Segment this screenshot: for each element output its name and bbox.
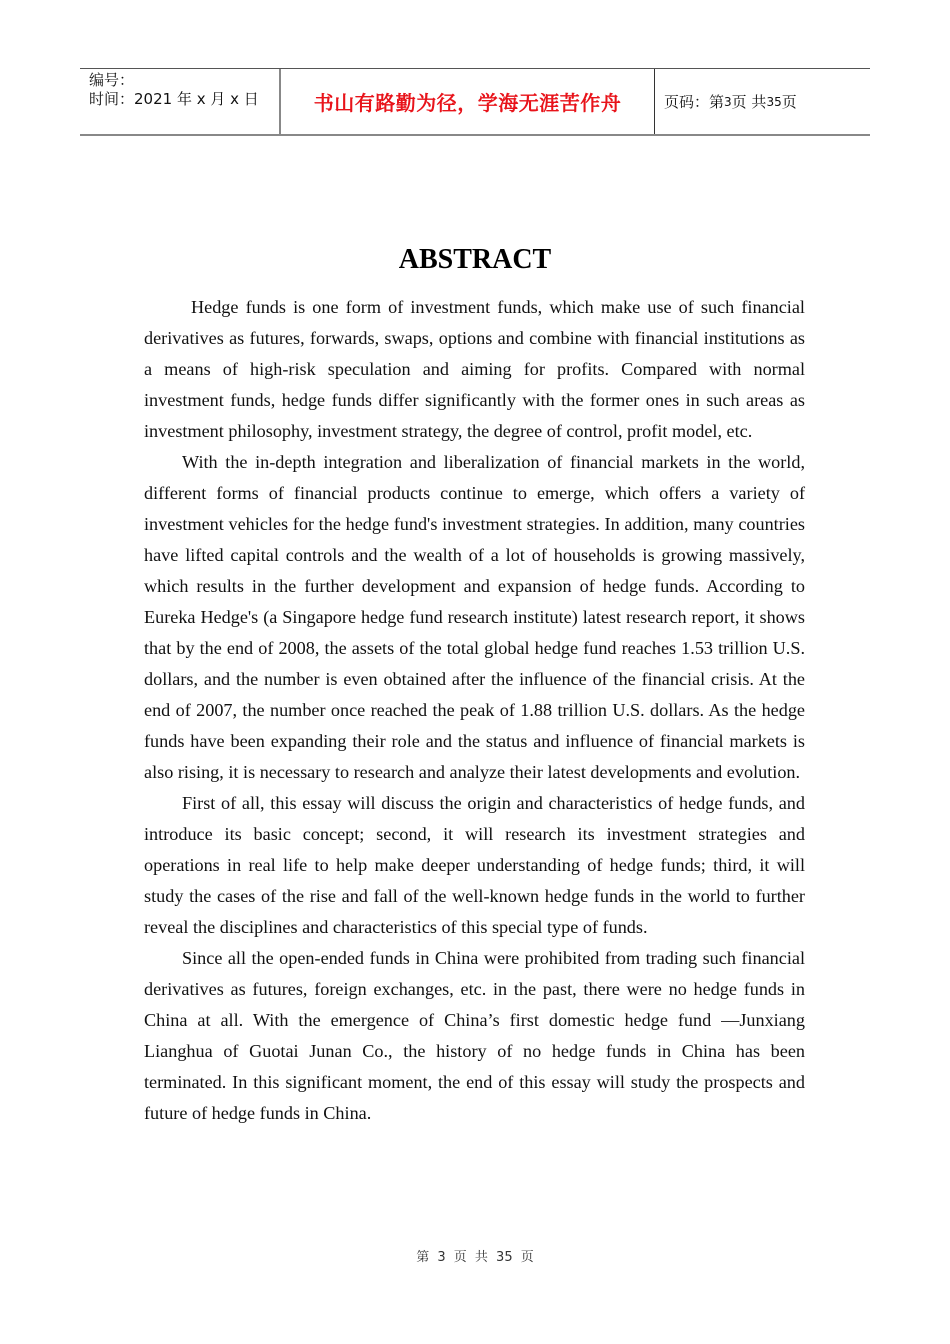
- abstract-paragraph: With the in-depth integration and liberalization of financial markets in the world, different forms of financial products continue to emerge, which offers a variety of investment vehicles for the hedge fund's investment strategies. In addition, many countries have lifted capital controls and the wealth of a lot of households is growing massively, which results in the further development and expansion of hedge funds. According to Eureka Hedge's (a Singapore hedge fund research institute) latest research report, it shows that by the end of 2008, the assets of the total global hedge fund reaches 1.53 trillion U.S. dollars, and the number is even obtained after the influence of the financial crisis. At the end of 2007, the number once reached the peak of 1.88 trillion U.S. dollars. As the hedge funds have been expanding their role and the status and influence of financial markets is also rising, it is necessary to research and analyze their latest developments and evolution.: [144, 452, 805, 782]
- page-mid: 页 共: [731, 93, 767, 111]
- page-total: 35: [766, 94, 782, 109]
- abstract-body: [144, 292, 805, 1129]
- document-number-label: 编号：: [89, 71, 135, 89]
- document-title: ABSTRACT: [398, 244, 552, 275]
- header-motto: 书山有路勤为径，学海无涯苦作舟: [281, 69, 655, 134]
- page-prefix: 页码：第: [664, 93, 725, 111]
- header-page-info: [655, 69, 870, 134]
- page-header: [80, 68, 870, 136]
- page-current: 3: [724, 94, 732, 109]
- page-footer: 第 3 页 共 35 页: [416, 1250, 534, 1265]
- abstract-paragraph: Since all the open-ended funds in China were prohibited from trading such financial derivatives as futures, foreign exchanges, etc. in the past, there were no hedge funds in China at all. With the emergence of China’s first domestic hedge fund —Junxiang Lianghua of Guotai Junan Co., the history of no hedge funds in China has been terminated. In this significant moment, the end of this essay will study the prospects and future of hedge funds in China.: [144, 948, 805, 1123]
- abstract-paragraph: Hedge funds is one form of investment funds, which make use of such financial derivatives as futures, forwards, swaps, options and combine with financial institutions as a means of high-risk speculation and aiming for profits. Compared with normal investment funds, hedge funds differ significantly with the former ones in such areas as investment philosophy, investment strategy, the degree of control, profit model, etc.: [144, 297, 805, 441]
- abstract-paragraph: First of all, this essay will discuss the origin and characteristics of hedge funds, and introduce its basic concept; second, it will research its investment strategies and operations in real life to help make deeper understanding of hedge funds; third, it will study the cases of the rise and fall of the well-known hedge funds in the world to further reveal the disciplines and characteristics of this special type of funds.: [144, 793, 805, 937]
- document-time-label: 时间：2021 年 x 月 x 日: [89, 90, 259, 108]
- header-meta-cell: [80, 69, 281, 134]
- page-suffix: 页: [781, 93, 797, 111]
